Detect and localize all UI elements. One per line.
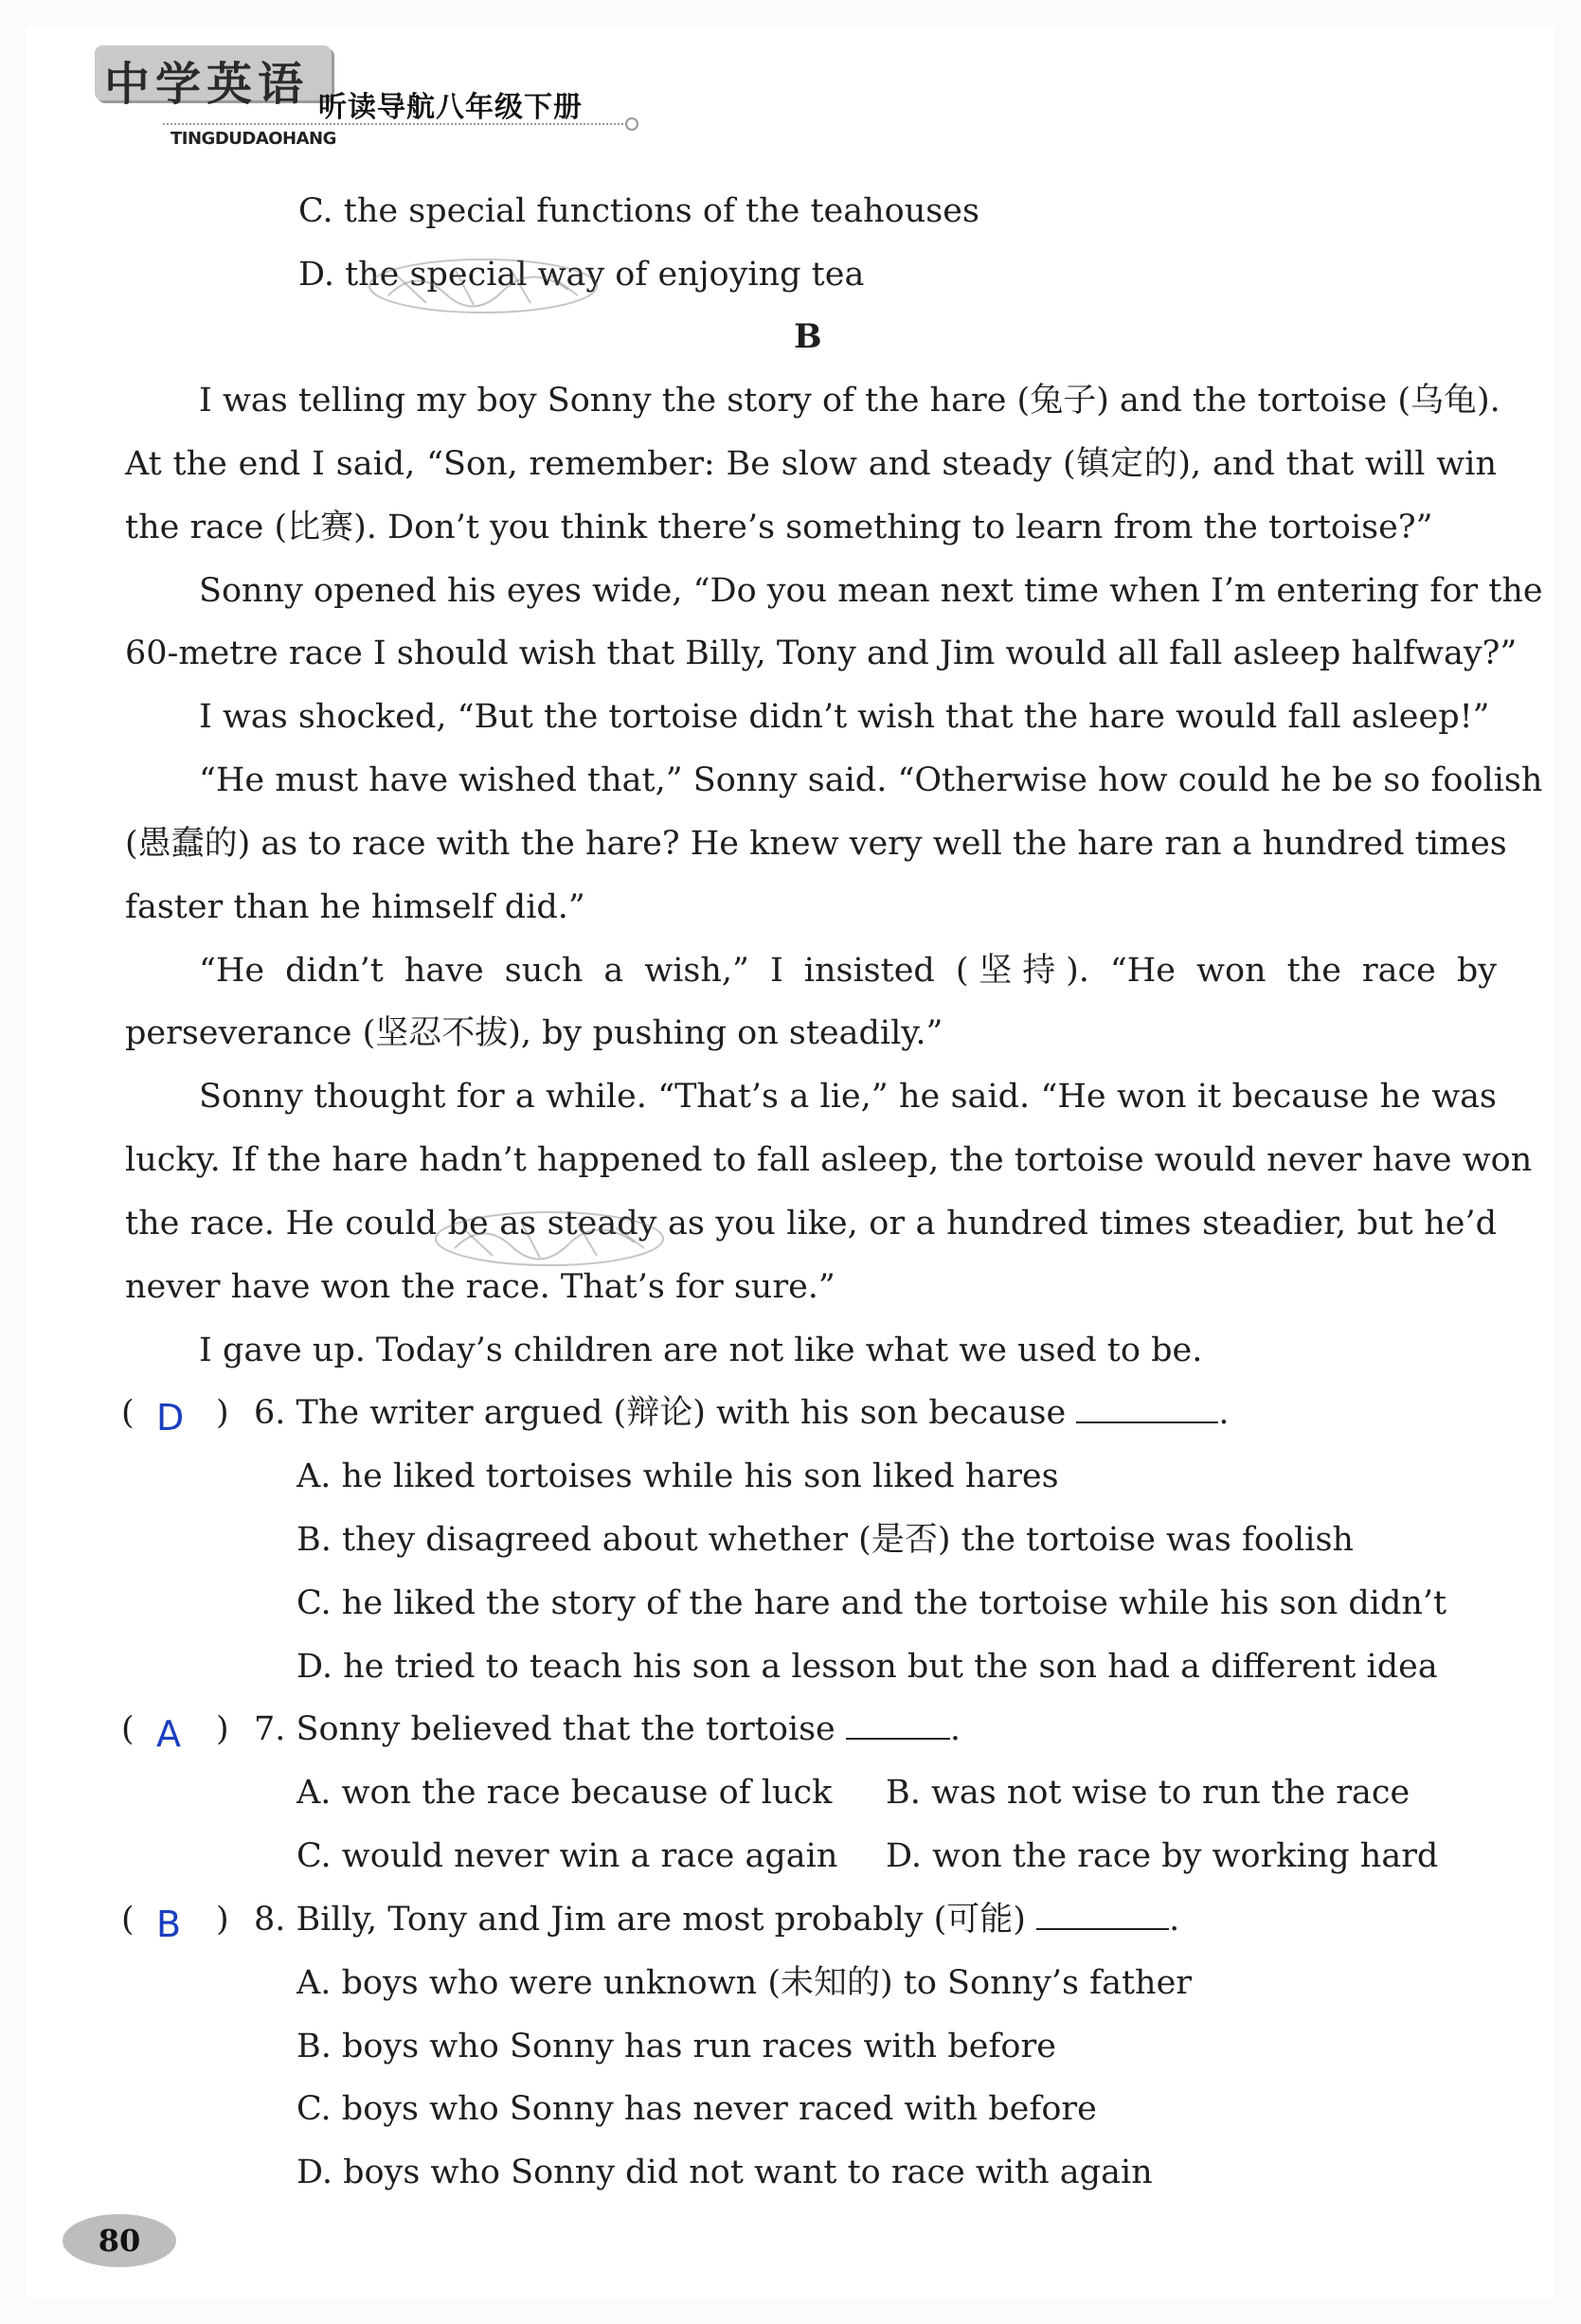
option: A. boys who were unknown (未知的) to Sonny’s father (296, 1964, 1193, 2002)
option: C. would never win a race again (296, 1837, 838, 1875)
passage-line: Sonny opened his eyes wide, “Do you mean next time when I’m entering for the (199, 572, 1543, 610)
passage-line: Sonny thought for a while. “That’s a lie,” he said. “He won it because he was (199, 1078, 1497, 1116)
book-title: 中学英语 (104, 58, 310, 111)
stem-period: . (1169, 1901, 1180, 1939)
watermark-logo (360, 248, 606, 324)
option: D. won the race by working hard (886, 1837, 1439, 1875)
passage-line: “He must have wished that,” Sonny said. “Otherwise how could he be so foolish (199, 761, 1543, 799)
passage-line: I was telling my boy Sonny the story of the hare (兔子) and the tortoise (乌龟). (199, 382, 1500, 420)
question-text: 6. The writer argued (辩论) with his son because (254, 1394, 1067, 1432)
question-stem (254, 1382, 1229, 1445)
passage-line: never have won the race. That’s for sure.” (125, 1268, 835, 1306)
answer-mark: D (156, 1397, 185, 1439)
book-header (95, 45, 644, 159)
answer-blank (1036, 1900, 1169, 1930)
answer-blank (1076, 1393, 1218, 1423)
answer-bracket-close: ) (216, 1901, 229, 1939)
stem-period: . (949, 1710, 961, 1748)
passage-line: the race (比赛). Don’t you think there’s something to learn from the tortoise?” (125, 509, 1433, 546)
watermark-logo (426, 1201, 673, 1277)
passage-line: lucky. If the hare hadn’t happened to fall asleep, the tortoise would never have won (125, 1141, 1533, 1179)
question-stem (254, 1888, 1179, 1952)
passage-line: “He didn’t have such a wish,” I insisted (坚持). “He won the race by (199, 952, 1497, 990)
section-heading: B (794, 317, 822, 356)
book-subtitle: 听读导航八年级下册 (318, 91, 583, 124)
header-divider (163, 123, 627, 125)
option: D. boys who Sonny did not want to race with again (296, 2154, 1153, 2191)
answer-bracket-open: ( (121, 1394, 135, 1432)
option: D. he tried to teach his son a lesson but the son had a different idea (296, 1648, 1438, 1686)
passage-line: the race. He could be as steady as you like, or a hundred times steadier, but he’d (125, 1205, 1497, 1242)
passage-line: I gave up. Today’s children are not like what we used to be. (199, 1332, 1203, 1369)
question-text: 7. Sonny believed that the tortoise (254, 1710, 835, 1748)
page-number: 80 (98, 2223, 141, 2259)
book-pinyin: TINGDUDAOHANG (171, 129, 336, 149)
question-text: 8. Billy, Tony and Jim are most probably (可能) (254, 1901, 1026, 1939)
answer-bracket-close: ) (216, 1710, 229, 1748)
answer-blank (846, 1709, 950, 1740)
prev-option-c: C. the special functions of the teahouses (298, 192, 979, 230)
option: B. boys who Sonny has run races with before (296, 2028, 1056, 2065)
answer-mark: B (156, 1904, 182, 1945)
option: A. won the race because of luck (296, 1774, 833, 1812)
passage-line: faster than he himself did.” (125, 888, 585, 926)
option: B. they disagreed about whether (是否) the tortoise was foolish (296, 1521, 1354, 1559)
passage-line: perseverance (坚忍不拔), by pushing on steadily.” (125, 1014, 943, 1052)
answer-bracket-close: ) (216, 1394, 229, 1432)
answer-mark: A (156, 1713, 181, 1755)
passage-line: At the end I said, “Son, remember: Be slow and steady (镇定的), and that will win (125, 445, 1497, 483)
header-divider-dot (625, 117, 638, 131)
option: A. he liked tortoises while his son liked hares (296, 1457, 1059, 1495)
passage-line: (愚蠢的) as to race with the hare? He knew very well the hare ran a hundred times (125, 825, 1507, 863)
option: B. was not wise to run the race (886, 1774, 1410, 1812)
option: C. boys who Sonny has never raced with before (296, 2090, 1097, 2128)
question-stem (254, 1698, 961, 1761)
passage-line: I was shocked, “But the tortoise didn’t wish that the hare would fall asleep!” (199, 698, 1490, 736)
answer-bracket-open: ( (121, 1901, 135, 1939)
passage-line: 60-metre race I should wish that Billy, Tony and Jim would all fall asleep halfway?” (125, 635, 1518, 672)
option: C. he liked the story of the hare and the tortoise while his son didn’t (296, 1584, 1447, 1622)
answer-bracket-open: ( (121, 1710, 135, 1748)
stem-period: . (1218, 1394, 1230, 1432)
prev-option-d: D. the special way of enjoying tea (298, 256, 865, 294)
